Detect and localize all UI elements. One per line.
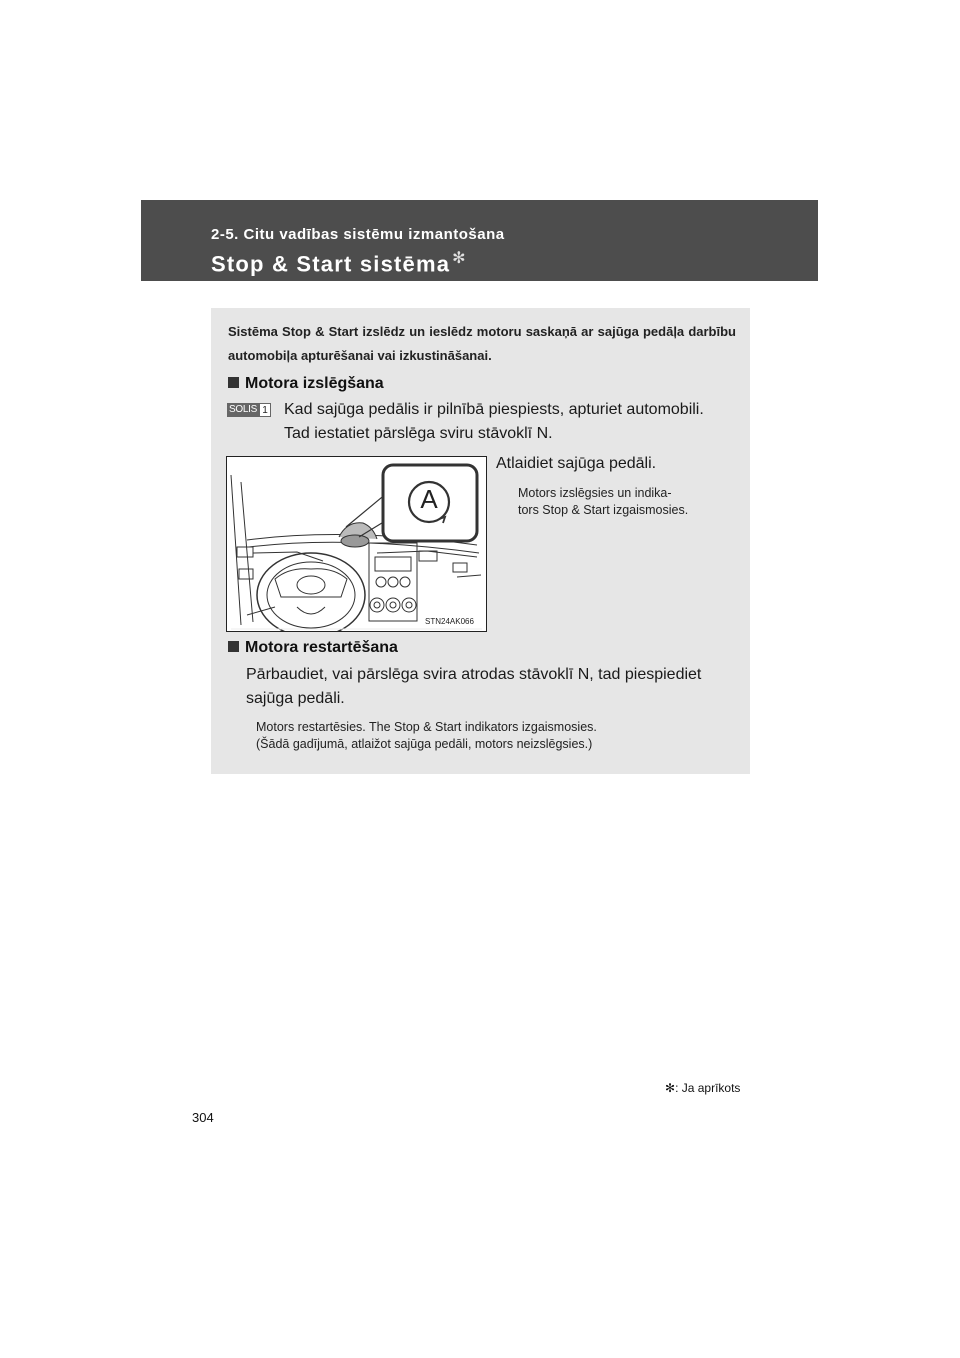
step-badge-1 — [227, 403, 271, 417]
step1-line2: Tad iestatiet pārslēga sviru stāvoklī N. — [284, 425, 553, 442]
step2-text: Atlaidiet sajūga pedāli. — [496, 455, 657, 472]
heading-label: Motora restartēšana — [245, 639, 398, 656]
step1-line1: Kad sajūga pedālis ir pilnībā piespiests, apturiet automobili. — [284, 401, 704, 418]
step2-note-line2: tors Stop & Start izgaismosies. — [518, 503, 689, 517]
callout-letter: A — [420, 484, 438, 514]
square-bullet-icon — [228, 377, 239, 388]
restart-note-line2: (Šādā gadījumā, atlaižot sajūga pedāli, motors neizslēgsies.) — [256, 737, 593, 751]
restart-line1: Pārbaudiet, vai pārslēga svira atrodas stāvoklī N, tad piespiediet — [246, 666, 702, 683]
heading-engine-restart — [228, 639, 398, 657]
dashboard-illustration — [226, 456, 487, 632]
heading-engine-stop — [228, 375, 384, 393]
restart-note-line1: Motors restartēsies. The Stop & Start indikators izgaismosies. — [256, 720, 597, 734]
footnote-text: : Ja aprīkots — [675, 1081, 741, 1095]
square-bullet-icon — [228, 641, 239, 652]
title-text: Stop & Start sistēma — [211, 251, 451, 277]
restart-line2: sajūga pedāli. — [246, 690, 345, 707]
figure-code: STN24AK066 — [425, 617, 474, 626]
page-number: 304 — [192, 1110, 214, 1125]
equipment-mark: ✻ — [452, 250, 467, 267]
intro-text: Sistēma Stop & Start izslēdz un ieslēdz motoru saskaņā ar sajūga pedāļa darbību automobiļa apturēšanai vai izkustināšanai. — [228, 324, 736, 363]
equipment-mark: ✻ — [665, 1081, 676, 1095]
section-label: 2-5. Citu vadības sistēmu izmantošana — [211, 226, 505, 243]
page-title — [211, 248, 467, 277]
step-badge-number: 1 — [259, 403, 271, 417]
section-header — [141, 200, 818, 281]
step-badge-label: SOLIS — [229, 404, 257, 415]
footnote — [665, 1081, 740, 1095]
heading-label: Motora izslēgšana — [245, 375, 384, 392]
step2-note-line1: Motors izslēgsies un indika- — [518, 486, 672, 500]
